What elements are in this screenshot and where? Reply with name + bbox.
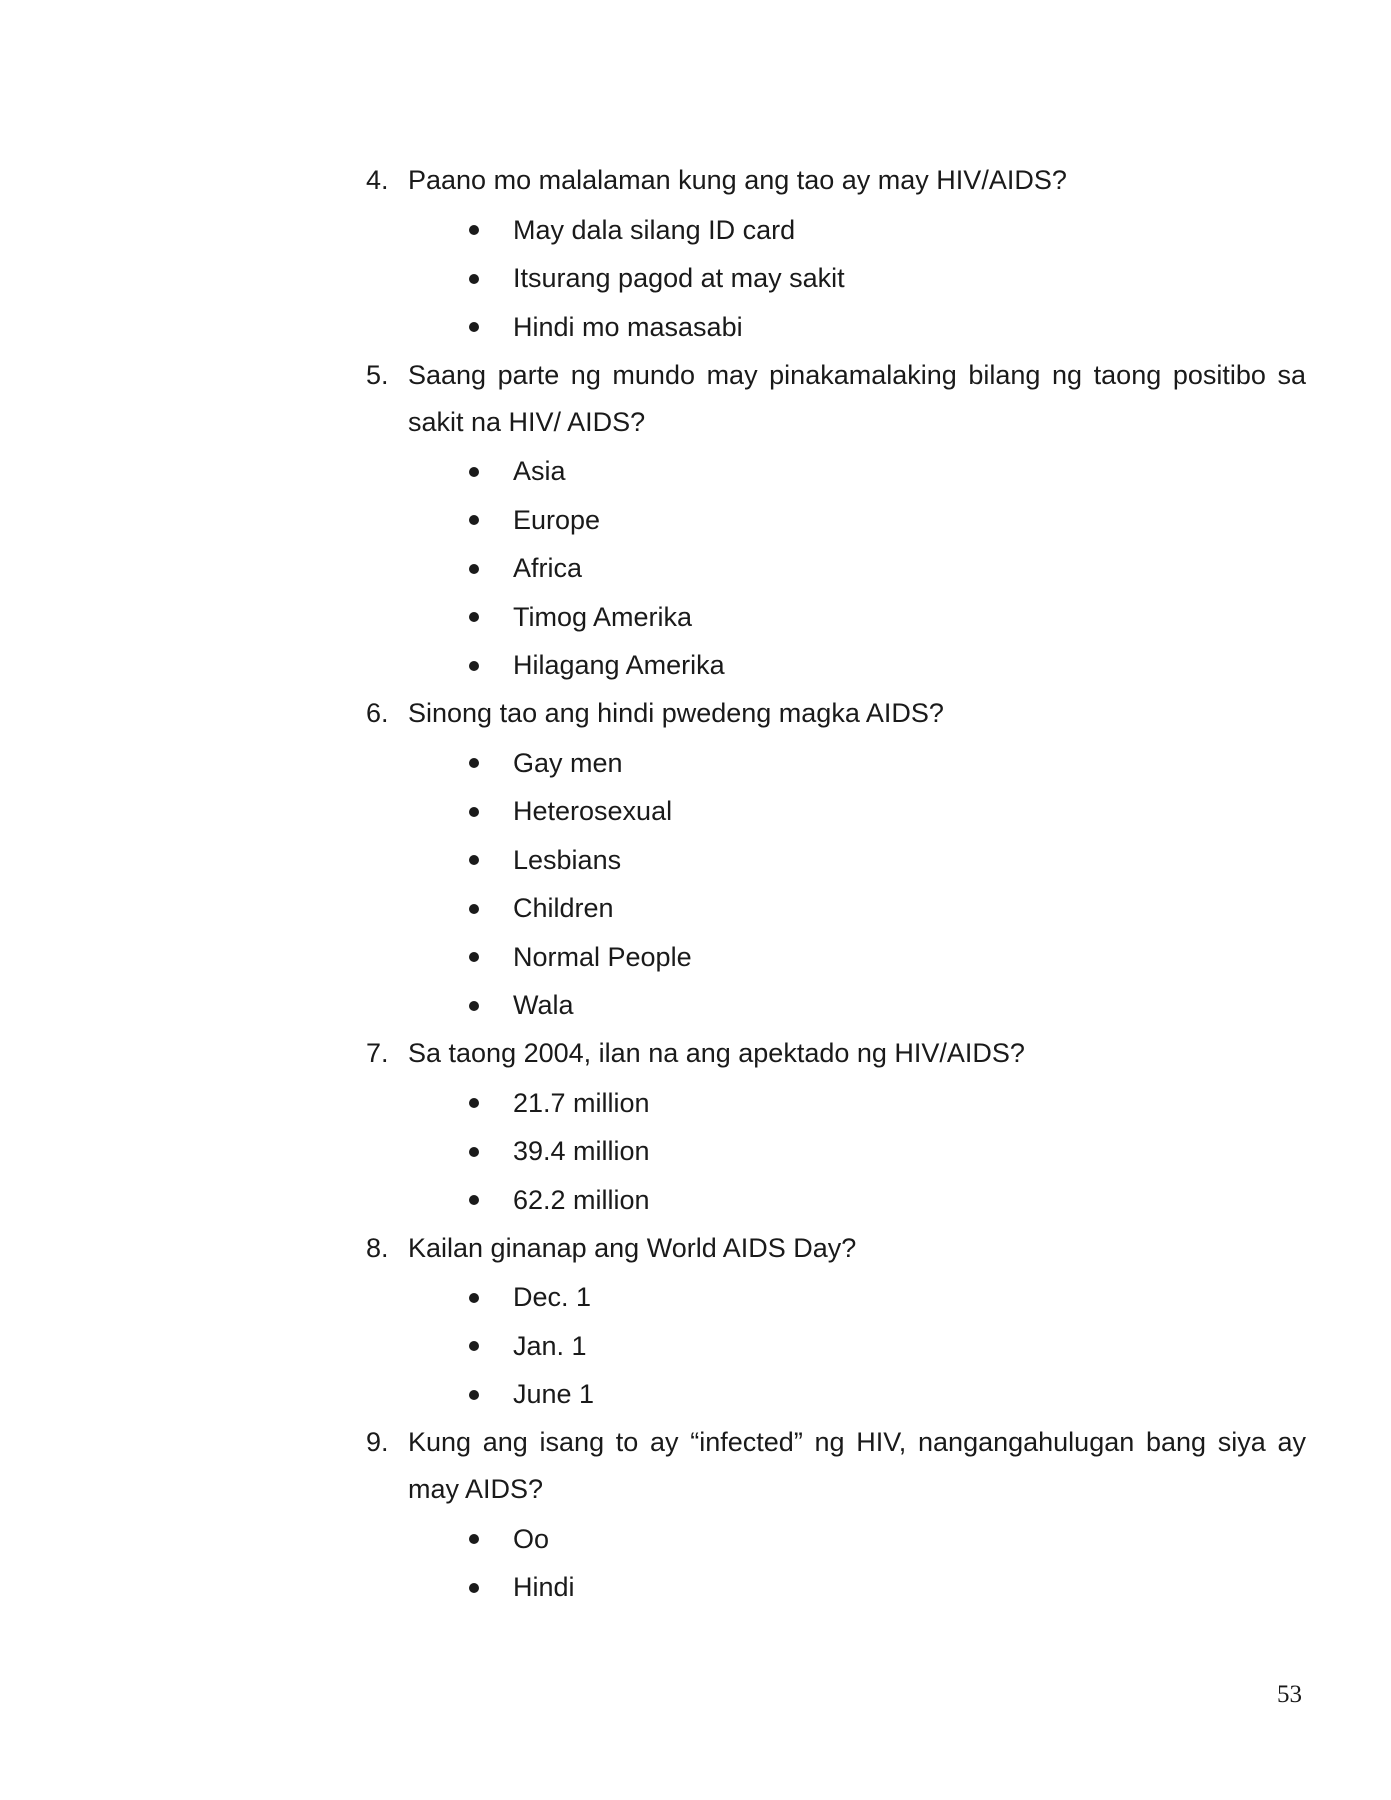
question-text: Kailan ginanap ang World AIDS Day? (408, 1232, 857, 1263)
bullet-icon (469, 1583, 479, 1593)
question-list (366, 157, 1306, 1612)
option-label: Jan. 1 (513, 1330, 587, 1361)
question-text: Saang parte ng mundo may pinakamalaking bilang ng taong positibo sa sakit na HIV/ AIDS? (408, 359, 1306, 437)
page-number: 53 (1277, 1681, 1302, 1708)
question-line (366, 1225, 1306, 1272)
option-label: Heterosexual (513, 796, 673, 827)
option-label: May dala silang ID card (513, 214, 796, 245)
option-item (366, 1274, 1306, 1323)
bullet-icon (469, 1195, 479, 1205)
option-list (366, 1274, 1306, 1420)
option-label: Lesbians (513, 844, 622, 875)
question-number: 9. (366, 1427, 389, 1457)
option-item (366, 885, 1306, 934)
bullet-icon (469, 515, 479, 525)
option-label: Europe (513, 504, 601, 535)
question-8 (366, 1225, 1306, 1420)
option-item (366, 206, 1306, 255)
option-list (366, 448, 1306, 691)
option-item (366, 642, 1306, 691)
bullet-icon (469, 1534, 479, 1544)
question-text: Sinong tao ang hindi pwedeng magka AIDS? (408, 698, 944, 728)
option-item (366, 1564, 1306, 1613)
question-text: Sa taong 2004, ilan na ang apektado ng HIV/AIDS? (408, 1038, 1025, 1068)
bullet-icon (469, 467, 479, 477)
question-4 (366, 157, 1306, 352)
option-label: Africa (513, 553, 583, 584)
question-number: 5. (366, 359, 389, 390)
bullet-icon (469, 1001, 479, 1011)
question-number: 6. (366, 698, 389, 728)
option-item (366, 982, 1306, 1031)
option-label: Hindi (513, 1572, 575, 1603)
option-item (366, 1322, 1306, 1371)
question-line (366, 690, 1306, 737)
option-item (366, 496, 1306, 545)
question-line (366, 352, 1306, 446)
question-text: Paano mo malalaman kung ang tao ay may HIV/AIDS? (408, 165, 1067, 195)
question-text: Kung ang isang to ay “infected” ng HIV, nangangahulugan bang siya ay may AIDS? (408, 1427, 1306, 1504)
bullet-icon (469, 661, 479, 671)
bullet-icon (469, 274, 479, 284)
option-item (366, 1515, 1306, 1564)
option-item (366, 448, 1306, 497)
question-7 (366, 1030, 1306, 1225)
option-item (366, 933, 1306, 982)
bullet-icon (469, 1341, 479, 1351)
option-label: Timog Amerika (513, 601, 693, 632)
bullet-icon (469, 564, 479, 574)
option-item (366, 255, 1306, 304)
bullet-icon (469, 225, 479, 235)
option-list (366, 1515, 1306, 1612)
question-9 (366, 1419, 1306, 1612)
question-5 (366, 352, 1306, 691)
option-label: Hindi mo masasabi (513, 311, 743, 342)
bullet-icon (469, 1293, 479, 1303)
bullet-icon (469, 904, 479, 914)
bullet-icon (469, 758, 479, 768)
option-label: Hilagang Amerika (513, 650, 725, 681)
option-item (366, 1079, 1306, 1128)
question-number: 7. (366, 1038, 389, 1068)
option-list (366, 206, 1306, 352)
bullet-icon (469, 612, 479, 622)
option-item (366, 545, 1306, 594)
option-item (366, 739, 1306, 788)
question-6 (366, 690, 1306, 1030)
option-item (366, 1128, 1306, 1177)
option-label: Wala (513, 990, 574, 1021)
question-line (366, 1030, 1306, 1077)
bullet-icon (469, 322, 479, 332)
option-label: Itsurang pagod at may sakit (513, 263, 845, 294)
bullet-icon (469, 1147, 479, 1157)
question-number: 8. (366, 1232, 389, 1263)
option-item (366, 788, 1306, 837)
option-label: 39.4 million (513, 1136, 650, 1167)
option-item (366, 1176, 1306, 1225)
option-label: Normal People (513, 941, 692, 972)
option-item (366, 303, 1306, 352)
option-item (366, 1371, 1306, 1420)
bullet-icon (469, 855, 479, 865)
question-number: 4. (366, 165, 389, 195)
option-item (366, 836, 1306, 885)
option-label: Dec. 1 (513, 1282, 592, 1313)
bullet-icon (469, 1098, 479, 1108)
option-label: 21.7 million (513, 1087, 650, 1118)
bullet-icon (469, 952, 479, 962)
option-label: Gay men (513, 747, 623, 778)
question-line (366, 157, 1306, 204)
option-list (366, 739, 1306, 1030)
option-label: Oo (513, 1523, 550, 1554)
option-label: 62.2 million (513, 1184, 650, 1215)
bullet-icon (469, 1390, 479, 1400)
bullet-icon (469, 807, 479, 817)
option-label: June 1 (513, 1379, 595, 1410)
question-line (366, 1419, 1306, 1513)
option-label: Asia (513, 456, 566, 487)
option-list (366, 1079, 1306, 1225)
option-item (366, 593, 1306, 642)
option-label: Children (513, 893, 614, 924)
